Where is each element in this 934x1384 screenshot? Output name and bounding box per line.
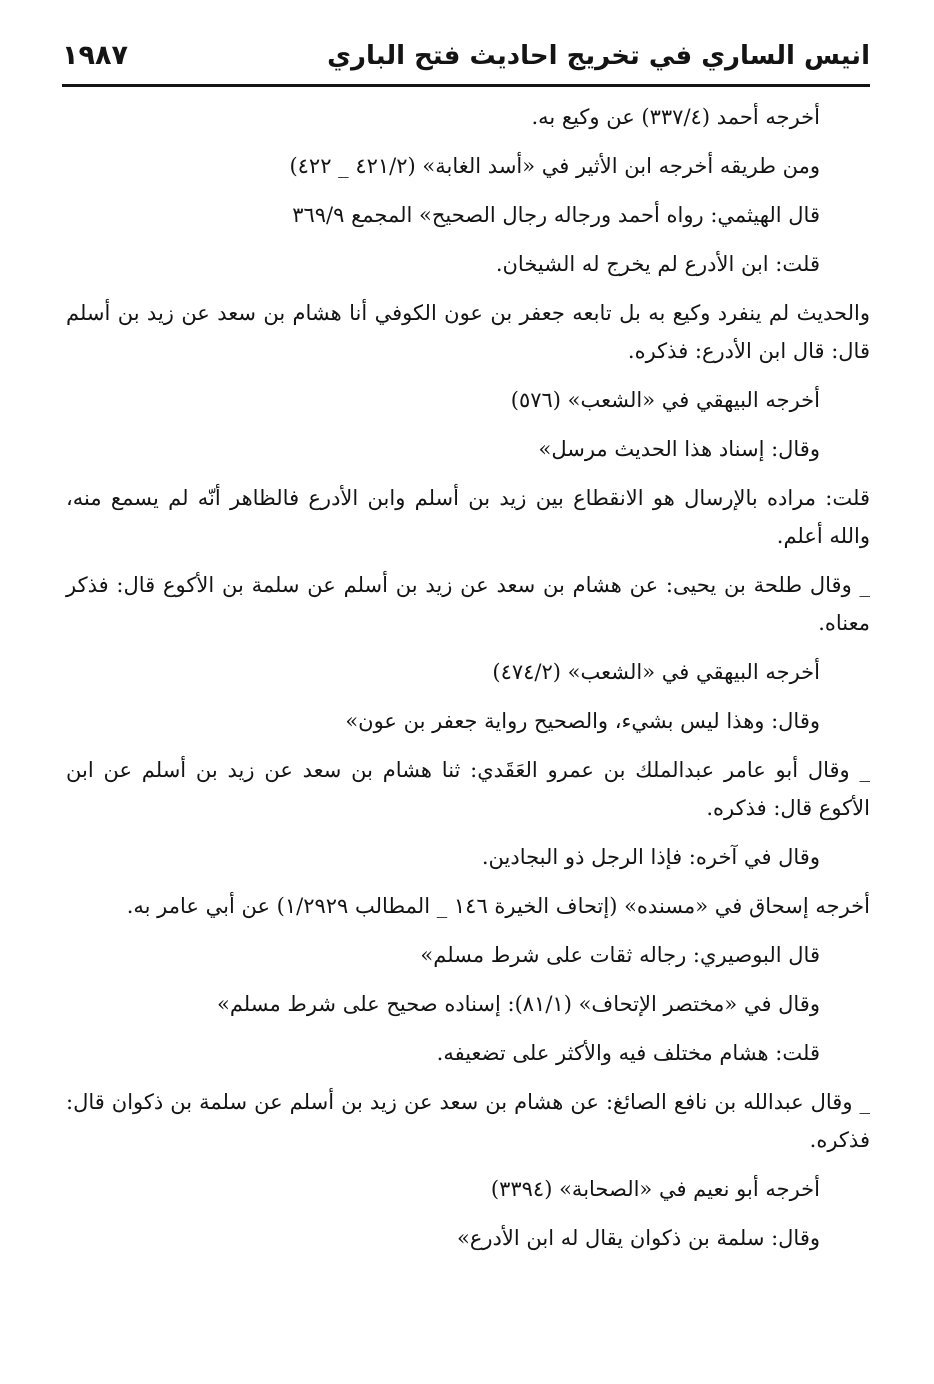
running-title: انيس الساري في تخريج احاديث فتح الباري (327, 41, 870, 71)
paragraph: أخرجه البيهقي في «الشعب» (٤٧٤/٢) (492, 660, 820, 684)
page-number: ١٩٨٧ (62, 40, 128, 71)
paragraph: _ وقال عبدالله بن نافع الصائغ: عن هشام بن سعد عن زيد بن أسلم عن سلمة بن ذكوان قال: فذكره. (66, 1090, 870, 1152)
paragraph: أخرجه أبو نعيم في «الصحابة» (٣٣٩٤) (490, 1177, 820, 1201)
page-header (62, 28, 870, 86)
header-rule (62, 84, 870, 87)
paragraph: وقال في آخره: فإذا الرجل ذو البجادين. (481, 845, 820, 869)
paragraph: قلت: ابن الأدرع لم يخرج له الشيخان. (495, 252, 820, 276)
paragraph: أخرجه إسحاق في «مسنده» (إتحاف الخيرة ١٤٦ _ المطالب ١/٢٩٢٩) عن أبي عامر به. (126, 894, 870, 918)
paragraph: وقال: إسناد هذا الحديث مرسل» (538, 437, 820, 461)
paragraph: أخرجه أحمد (٣٣٧/٤) عن وكيع به. (531, 105, 820, 129)
paragraph: وقال في «مختصر الإتحاف» (٨١/١): إسناده صحيح على شرط مسلم» (216, 992, 820, 1016)
paragraph: قال البوصيري: رجاله ثقات على شرط مسلم» (420, 943, 820, 967)
paragraph: قلت: مراده بالإرسال هو الانقطاع بين زيد بن أسلم وابن الأدرع فالظاهر أنّه لم يسمع منه، والله أعلم. (66, 486, 870, 548)
paragraph: وقال: وهذا ليس بشيء، والصحيح رواية جعفر بن عون» (345, 709, 820, 733)
paragraph: والحديث لم ينفرد وكيع به بل تابعه جعفر بن عون الكوفي أنا هشام بن سعد عن زيد بن أسلم قال: قال ابن الأدرع: فذكره. (66, 301, 870, 363)
paragraph: ومن طريقه أخرجه ابن الأثير في «أسد الغابة» (٤٢١/٢ _ ٤٢٢) (289, 154, 820, 178)
paragraph: _ وقال أبو عامر عبدالملك بن عمرو العَقَدي: ثنا هشام بن سعد عن زيد بن أسلم عن ابن الأكوع قال: فذكره. (66, 758, 870, 820)
paragraph: وقال: سلمة بن ذكوان يقال له ابن الأدرع» (457, 1226, 820, 1250)
page-body (66, 98, 870, 1268)
paragraph: _ وقال طلحة بن يحيى: عن هشام بن سعد عن زيد بن أسلم عن سلمة بن الأكوع قال: فذكر معناه. (66, 573, 870, 635)
paragraph: قلت: هشام مختلف فيه والأكثر على تضعيفه. (436, 1041, 820, 1065)
paragraph: أخرجه البيهقي في «الشعب» (٥٧٦) (510, 388, 820, 412)
paragraph: قال الهيثمي: رواه أحمد ورجاله رجال الصحيح» المجمع ٣٦٩/٩ (292, 203, 820, 227)
